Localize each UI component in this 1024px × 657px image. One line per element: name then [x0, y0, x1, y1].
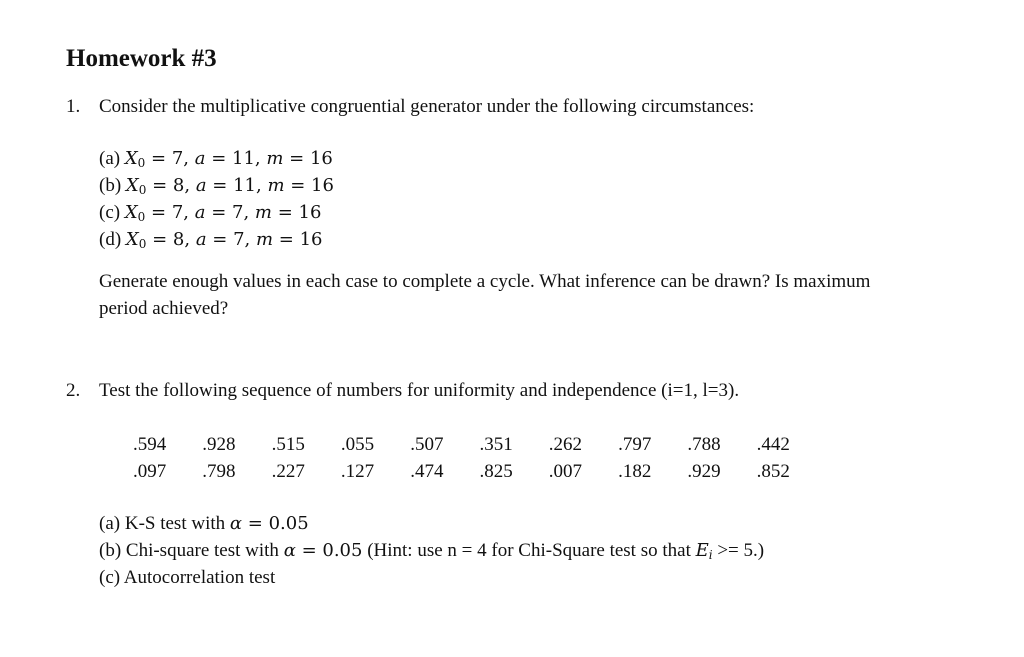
number-cell: .474 — [410, 461, 444, 482]
question-1-instructions-line-2: period achieved? — [99, 298, 229, 319]
part-c — [99, 567, 275, 589]
question-2-text: Test the following sequence of numbers for uniformity and independence (i=1, l=3). — [99, 380, 740, 401]
question-2-number: 2. — [66, 380, 81, 401]
case-a-a: 11 — [232, 148, 255, 169]
number-cell: .928 — [202, 434, 236, 455]
number-cell: .788 — [687, 434, 721, 455]
number-cell: .507 — [410, 434, 444, 455]
number-cell: .594 — [133, 434, 167, 455]
number-cell: .127 — [340, 461, 375, 482]
number-cell: .055 — [340, 434, 375, 455]
case-a: (a) $X_0 = 7$, a = 11, m = 16 — [99, 148, 333, 170]
number-cell: .351 — [479, 434, 513, 455]
number-cell: .097 — [133, 461, 167, 482]
case-b-m: 16 — [311, 175, 334, 196]
case-a-label: (a) — [99, 148, 121, 169]
number-cell: .515 — [271, 434, 305, 455]
case-b-label: (b) — [99, 175, 122, 196]
case-d-a: 7 — [233, 229, 245, 250]
case-d-x0: 8 — [172, 229, 185, 250]
number-cell: .798 — [202, 461, 236, 482]
case-c-m: 16 — [298, 202, 322, 223]
number-cell: .797 — [618, 434, 652, 455]
number-row-1 — [133, 434, 826, 456]
part-b-label: (b) — [99, 540, 122, 561]
question-1-text: Consider the multiplicative congruential generator under the following circumstances: — [99, 96, 755, 117]
number-cell: .825 — [479, 461, 513, 482]
case-c: (c) $X_0 = 7$, a = 7, m = 16 — [99, 202, 322, 224]
part-a-alpha: 0.05 — [268, 513, 309, 534]
number-cell: .182 — [618, 461, 652, 482]
number-cell: .227 — [271, 461, 305, 482]
number-cell: .442 — [756, 434, 790, 455]
question-1-number: 1. — [66, 96, 81, 117]
number-row-2 — [133, 461, 826, 483]
case-b-a: 11 — [233, 175, 256, 196]
number-cell: .007 — [548, 461, 583, 482]
number-cell: .929 — [687, 461, 721, 482]
case-d-m: 16 — [299, 229, 323, 250]
part-a-text: K-S test with — [124, 513, 226, 534]
part-b-text: Chi-square test with — [125, 540, 279, 561]
part-a: (a) K-S test with α = 0.05 — [99, 513, 309, 534]
question-1-instructions-line-1: Generate enough values in each case to complete a cycle. What inference can be drawn? Is maximum — [99, 271, 871, 292]
case-a-m: 16 — [309, 148, 333, 169]
case-d: (d) $X_0 = 8$, a = 7, m = 16 — [99, 229, 323, 251]
page-title: Homework #3 — [66, 45, 217, 72]
case-c-label: (c) — [99, 202, 121, 223]
case-b: (b) $X_0 = 8$, a = 11, m = 16 — [99, 175, 334, 197]
case-c-x0: 7 — [171, 202, 184, 223]
part-c-text: Autocorrelation test — [123, 567, 276, 588]
number-cell: .852 — [756, 461, 790, 482]
number-cell: .262 — [548, 434, 583, 455]
part-b-hint: (Hint: use n = 4 for Chi-Square test so that — [367, 540, 691, 561]
part-b-hint-end: >= 5.) — [717, 540, 765, 561]
part-c-label: (c) — [99, 567, 121, 588]
case-a-x0: 7 — [171, 148, 184, 169]
case-b-x0: 8 — [172, 175, 185, 196]
part-a-label: (a) — [99, 513, 121, 534]
case-c-a: 7 — [232, 202, 244, 223]
case-d-label: (d) — [99, 229, 122, 250]
part-b-alpha: 0.05 — [322, 540, 363, 561]
part-b: (b) Chi-square test with α = 0.05 (Hint: use n = 4 for Chi-Square test so that $E_i >= 5$.) — [99, 540, 765, 562]
